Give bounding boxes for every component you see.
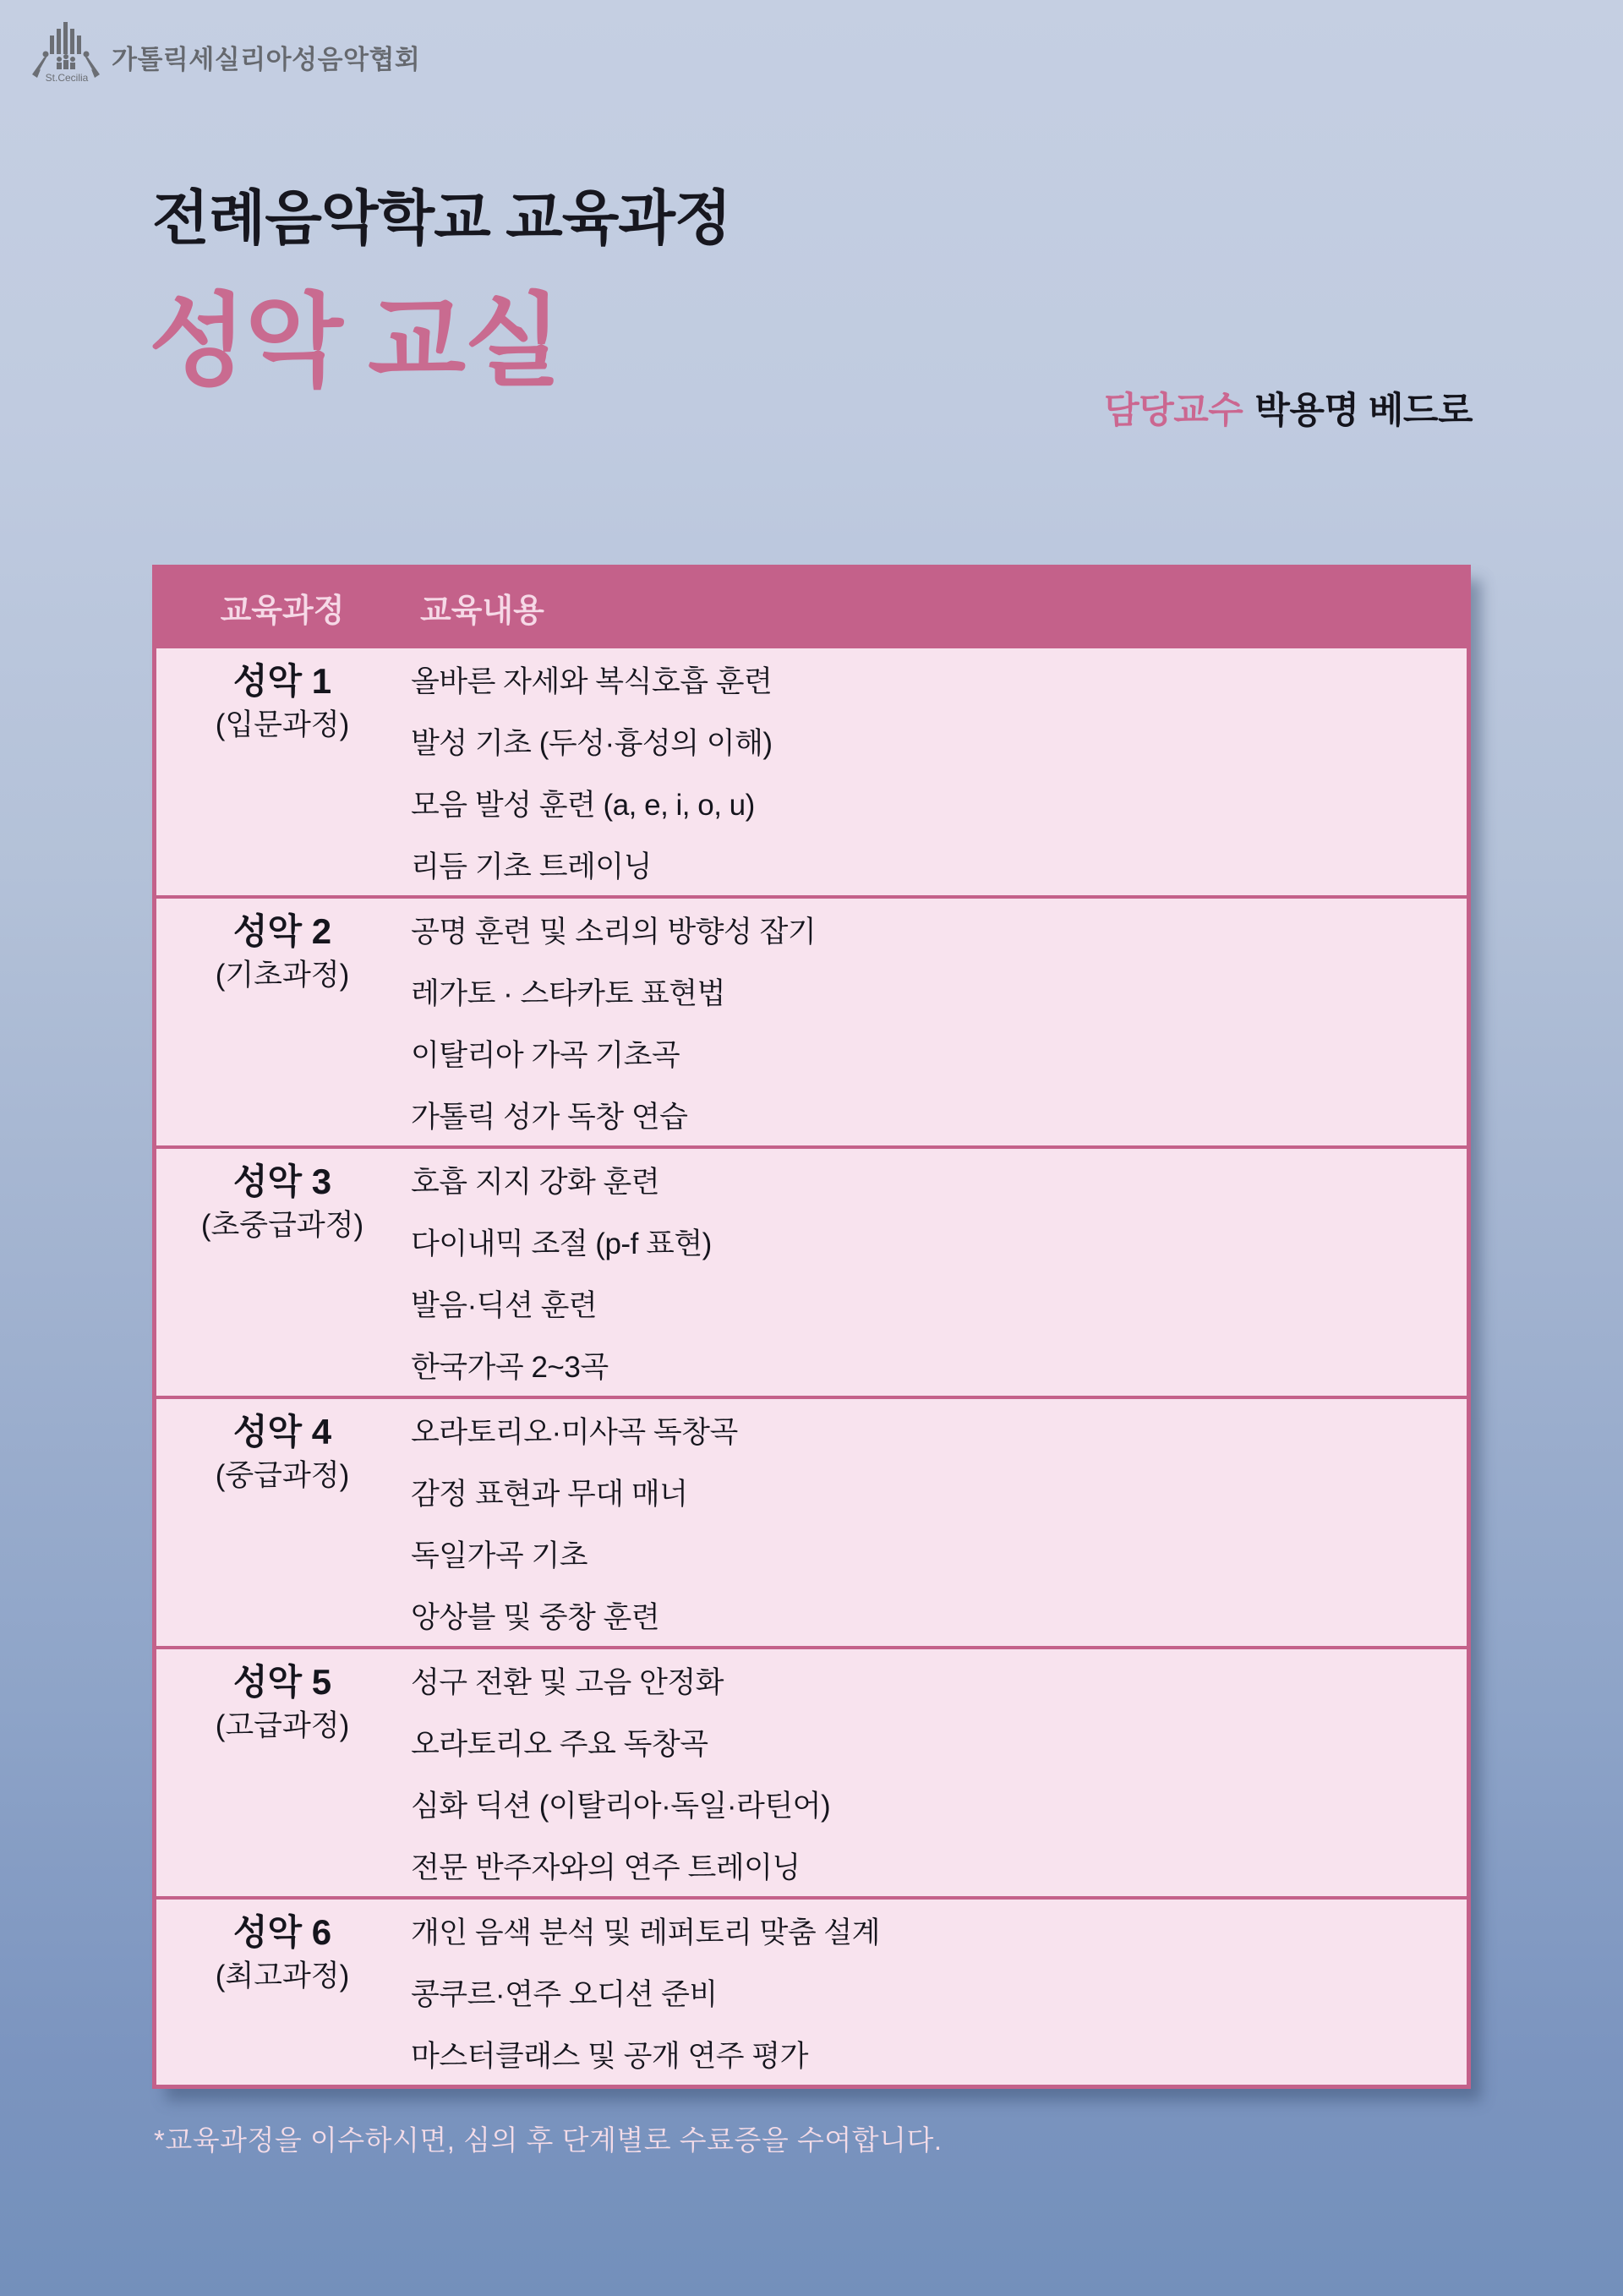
content-cell bbox=[408, 1900, 1467, 2085]
course-level: (초중급과정) bbox=[200, 1209, 364, 1242]
organ-pipes-icon bbox=[30, 17, 103, 88]
content-item: 전문 반주자와의 연주 트레이닝 bbox=[411, 1850, 801, 1884]
org-name-text: 가톨릭세실리아성음악협회 bbox=[112, 45, 421, 74]
footnote: *교육과정을 이수하시면, 심의 후 단계별로 수료증을 수여합니다. bbox=[154, 2124, 943, 2156]
course-level: (기초과정) bbox=[215, 959, 350, 992]
content-item: 감정 표현과 무대 매너 bbox=[411, 1477, 688, 1511]
content-item: 호흡 지지 강화 훈련 bbox=[411, 1165, 660, 1199]
content-item: 오라토리오·미사곡 독창곡 bbox=[411, 1415, 738, 1449]
course-cell bbox=[156, 899, 408, 1145]
course-level: (최고과정) bbox=[215, 1960, 350, 1993]
table-row bbox=[156, 1646, 1467, 1896]
association-logo bbox=[30, 17, 420, 88]
table-row bbox=[156, 1396, 1467, 1646]
content-item: 공명 훈련 및 소리의 방향성 잡기 bbox=[411, 915, 817, 948]
table-row bbox=[156, 895, 1467, 1145]
content-item: 한국가곡 2~3곡 bbox=[411, 1350, 609, 1384]
course-cell bbox=[156, 1399, 408, 1646]
course-name: 성악 6 bbox=[232, 1912, 332, 1952]
content-item: 발성 기초 (두성·흉성의 이해) bbox=[411, 726, 773, 760]
page-subtitle: 성악 교실 bbox=[149, 285, 561, 398]
professor-label: 담당교수 bbox=[1104, 391, 1243, 431]
content-cell bbox=[408, 1149, 1467, 1396]
course-level: (입문과정) bbox=[215, 708, 350, 741]
professor-name: 박용명 베드로 bbox=[1254, 391, 1473, 431]
content-cell bbox=[408, 1649, 1467, 1896]
content-item: 모음 발성 훈련 (a, e, i, o, u) bbox=[411, 788, 755, 822]
content-cell bbox=[408, 1399, 1467, 1646]
content-item: 콩쿠르·연주 오디션 준비 bbox=[411, 1977, 718, 2011]
content-item: 올바른 자세와 복식호흡 훈련 bbox=[411, 664, 773, 698]
content-item: 독일가곡 기초 bbox=[411, 1539, 588, 1572]
content-item: 가톨릭 성가 독창 연습 bbox=[411, 1100, 688, 1134]
course-name: 성악 2 bbox=[232, 911, 332, 951]
content-item: 발음·딕션 훈련 bbox=[411, 1288, 598, 1322]
table-header-row bbox=[156, 569, 1467, 645]
course-name: 성악 3 bbox=[232, 1162, 332, 1201]
content-item: 리듬 기초 트레이닝 bbox=[411, 850, 652, 883]
content-item: 이탈리아 가곡 기초곡 bbox=[411, 1038, 680, 1072]
content-cell bbox=[408, 899, 1467, 1145]
content-cell bbox=[408, 648, 1467, 895]
course-cell bbox=[156, 1900, 408, 2085]
course-name: 성악 5 bbox=[232, 1662, 332, 1702]
content-item: 앙상블 및 중창 훈련 bbox=[411, 1600, 660, 1634]
content-item: 심화 딕션 (이탈리아·독일·라틴어) bbox=[411, 1789, 831, 1823]
course-cell bbox=[156, 1649, 408, 1896]
column-header-content: 교육내용 bbox=[420, 593, 544, 629]
curriculum-table bbox=[152, 565, 1471, 2089]
course-cell bbox=[156, 1149, 408, 1396]
page-title: 전례음악학교 교육과정 bbox=[152, 185, 731, 251]
column-header-course: 교육과정 bbox=[220, 593, 345, 629]
content-item: 마스터클래스 및 공개 연주 평가 bbox=[411, 2039, 808, 2073]
professor-line bbox=[1104, 382, 1473, 434]
content-item: 성구 전환 및 고음 안정화 bbox=[411, 1665, 724, 1699]
course-level: (중급과정) bbox=[215, 1459, 350, 1492]
course-cell bbox=[156, 648, 408, 895]
table-row bbox=[156, 1145, 1467, 1396]
course-level: (고급과정) bbox=[215, 1709, 350, 1742]
table-row bbox=[156, 1896, 1467, 2085]
content-item: 개인 음색 분석 및 레퍼토리 맞춤 설계 bbox=[411, 1916, 880, 1949]
content-item: 레가토 · 스타카토 표현법 bbox=[411, 976, 725, 1010]
course-name: 성악 1 bbox=[232, 661, 332, 701]
content-item: 다이내믹 조절 (p-f 표현) bbox=[411, 1227, 712, 1260]
logo-caption: St.Cecilia bbox=[45, 72, 89, 84]
course-name: 성악 4 bbox=[232, 1412, 332, 1451]
content-item: 오라토리오 주요 독창곡 bbox=[411, 1727, 708, 1761]
table-row bbox=[156, 645, 1467, 895]
